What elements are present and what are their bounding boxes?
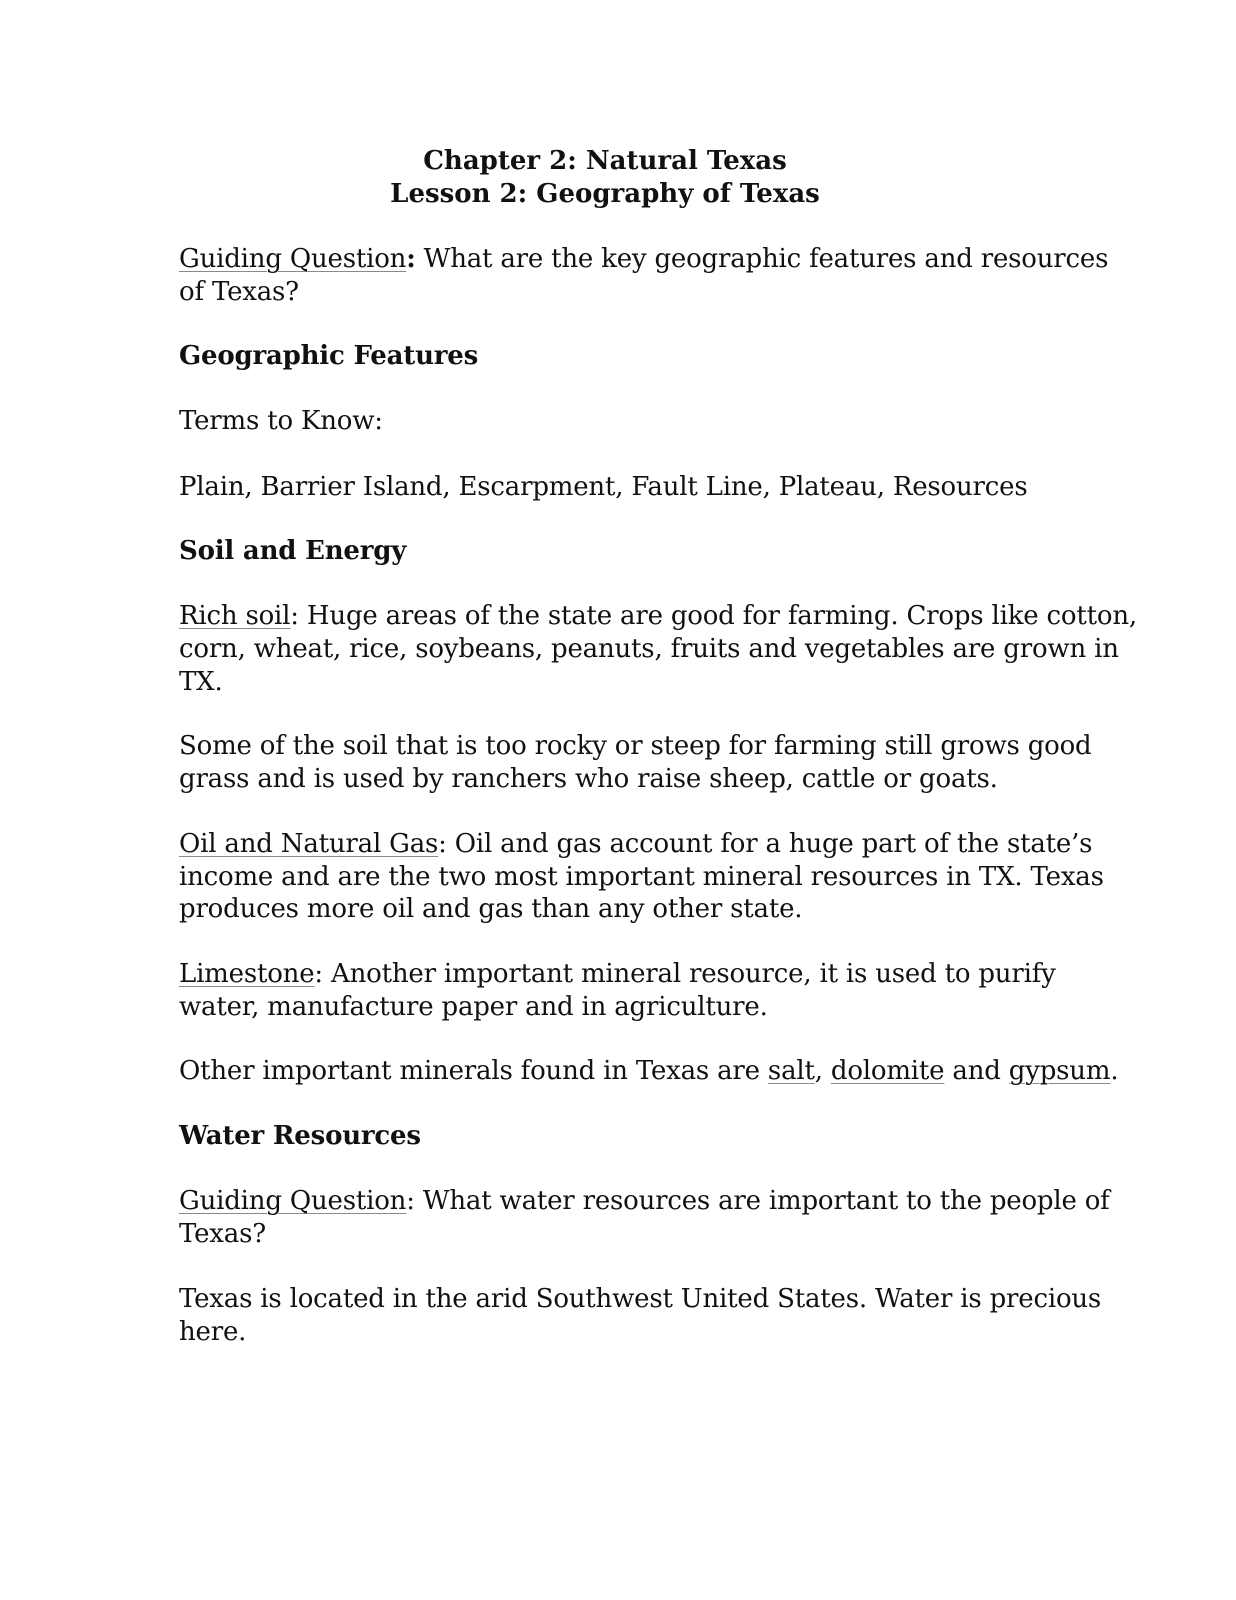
mineral-dolomite: dolomite <box>830 1056 945 1086</box>
section-heading-water-resources: Water Resources <box>179 1121 421 1151</box>
rich-soil-line3: TX. <box>179 667 223 697</box>
section-heading-geographic-features: Geographic Features <box>179 341 479 371</box>
terms-list: Plain, Barrier Island, Escarpment, Fault Line, Plateau, Resources <box>179 472 1028 502</box>
guiding-question-2-line2: Texas? <box>179 1219 266 1249</box>
rocky-soil-line1: Some of the soil that is too rocky or steep for farming still grows good <box>179 731 1092 761</box>
water-text-line1: Texas is located in the arid Southwest United States. Water is precious <box>179 1284 1102 1314</box>
oil-gas-line2: income and are the two most important mineral resources in TX. Texas <box>179 862 1104 892</box>
guiding-question-1-label: Guiding Question <box>179 244 407 274</box>
section-heading-soil-energy: Soil and Energy <box>179 536 407 566</box>
rocky-soil-line2: grass and is used by ranchers who raise sheep, cattle or goats. <box>179 764 998 794</box>
oil-gas-line3: produces more oil and gas than any other state. <box>179 894 803 924</box>
guiding-question-1-line1: Guiding Question: What are the key geographic features and resources <box>179 244 1109 274</box>
limestone-label: Limestone <box>179 959 315 989</box>
rich-soil-line1: Rich soil: Huge areas of the state are good for farming. Crops like cotton, <box>179 601 1137 631</box>
chapter-title: Chapter 2: Natural Texas <box>423 146 787 176</box>
mineral-gypsum: gypsum <box>1008 1056 1111 1086</box>
lesson-title: Lesson 2: Geography of Texas <box>390 179 820 209</box>
water-text-line2: here. <box>179 1317 247 1347</box>
guiding-question-2-line1: Guiding Question: What water resources are important to the people of <box>179 1186 1110 1216</box>
rich-soil-label: Rich soil <box>179 601 291 631</box>
other-minerals-line: Other important minerals found in Texas are salt, dolomite and gypsum. <box>179 1056 1119 1086</box>
mineral-salt: salt <box>767 1056 815 1086</box>
guiding-question-1-line2: of Texas? <box>179 277 299 307</box>
limestone-line1: Limestone: Another important mineral resource, it is used to purify <box>179 959 1056 989</box>
rich-soil-line2: corn, wheat, rice, soybeans, peanuts, fruits and vegetables are grown in <box>179 634 1119 664</box>
terms-label: Terms to Know: <box>179 406 383 436</box>
limestone-line2: water, manufacture paper and in agriculture. <box>179 992 768 1022</box>
guiding-question-2-label: Guiding Question <box>179 1186 407 1216</box>
oil-gas-line1: Oil and Natural Gas: Oil and gas account for a huge part of the state’s <box>179 829 1093 859</box>
oil-gas-label: Oil and Natural Gas <box>179 829 439 859</box>
